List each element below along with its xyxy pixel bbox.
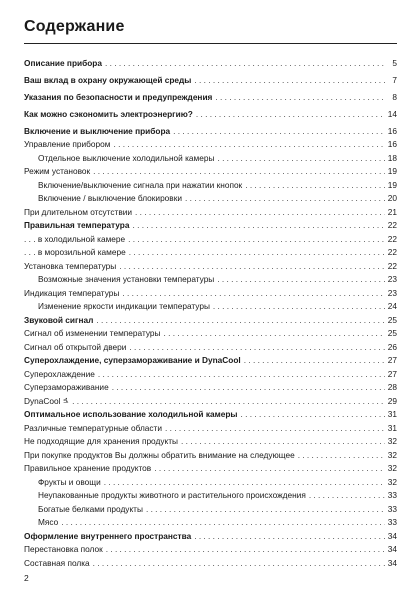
toc-entry-title: Сигнал об изменении температуры [24, 328, 161, 339]
dot-leader [196, 108, 385, 122]
toc-entry-title: Индикация температуры [24, 287, 120, 298]
dot-leader [194, 74, 386, 88]
toc-entry[interactable] [24, 435, 397, 449]
toc-entry[interactable] [24, 449, 397, 463]
toc-entry-page: 32 [387, 476, 397, 487]
toc-entry-title: Установка температуры [24, 260, 117, 271]
dot-leader [72, 395, 385, 409]
toc-entry[interactable] [24, 530, 397, 544]
toc-entry-title: Звуковой сигнал [24, 314, 94, 325]
toc-entry-page: 34 [387, 544, 397, 555]
toc-entry-title: Суперохлаждение, суперзамораживание и DynaCool [24, 355, 241, 366]
toc-entry[interactable] [24, 462, 397, 476]
dot-leader [135, 206, 385, 220]
toc-entry-page: 34 [387, 530, 397, 541]
toc-entry[interactable] [24, 246, 397, 260]
toc-entry[interactable] [24, 287, 397, 301]
toc-entry[interactable] [24, 219, 397, 233]
dot-leader [298, 449, 385, 463]
dot-leader [245, 179, 385, 193]
toc-entry[interactable] [24, 341, 397, 355]
toc-entry[interactable] [24, 206, 397, 220]
dot-leader [93, 557, 385, 571]
page-title: Содержание [24, 18, 125, 35]
toc-entry[interactable] [24, 368, 397, 382]
dot-leader [132, 219, 384, 233]
toc-entry[interactable] [24, 408, 397, 422]
toc-entry[interactable] [24, 476, 397, 490]
dot-leader [93, 165, 385, 179]
toc-entry-page: 31 [387, 409, 397, 420]
toc-entry-title: Оформление внутреннего пространства [24, 530, 192, 541]
toc-entry[interactable] [24, 381, 397, 395]
toc-entry-page: 27 [387, 355, 397, 366]
dot-leader [129, 341, 384, 355]
toc-entry-title: Правильное хранение продуктов [24, 463, 152, 474]
toc-entry-title: При длительном отсутствии [24, 206, 133, 217]
toc-entry-page: 20 [387, 193, 397, 204]
dot-leader [217, 273, 384, 287]
toc-entry-page: 18 [387, 152, 397, 163]
toc-entry[interactable] [24, 273, 397, 287]
toc-entry-page: 16 [387, 125, 397, 136]
toc-entry-title: Описание прибора [24, 58, 102, 68]
dot-leader [215, 91, 386, 105]
dot-leader [122, 287, 384, 301]
toc-entry-page: 25 [387, 314, 397, 325]
toc-entry-title: Не подходящие для хранения продукты [24, 436, 178, 447]
dot-leader [213, 300, 385, 314]
toc-entry-title: Режим установок [24, 166, 91, 177]
toc-entry[interactable] [24, 354, 397, 368]
toc-entry-title: Ваш вклад в охрану окружающей среды [24, 74, 192, 85]
toc-entry[interactable] [24, 300, 397, 314]
toc-entry-page: 27 [387, 368, 397, 379]
toc-entry-title: Перестановка полок [24, 544, 103, 555]
toc-entry-page: 32 [387, 436, 397, 447]
dot-leader [96, 314, 384, 328]
dot-leader [146, 503, 385, 517]
fan-icon [63, 396, 69, 404]
toc-entry-page: 32 [387, 449, 397, 460]
toc-entry-title: Мясо [38, 517, 59, 528]
page-number: 2 [24, 573, 29, 583]
toc-entry-title: Оптимальное использование холодильной камеры [24, 409, 238, 420]
toc-entry[interactable] [24, 260, 397, 274]
dot-leader [217, 152, 384, 166]
dot-leader [309, 489, 385, 503]
toc-entry-page: 16 [387, 139, 397, 150]
toc-entry-page: 19 [387, 179, 397, 190]
dot-leader [104, 476, 385, 490]
toc-entry[interactable] [24, 543, 397, 557]
toc-entry-page: 31 [387, 422, 397, 433]
toc-entry-page: 8 [392, 91, 397, 102]
toc-entry-title: Богатые белками продукты [38, 503, 143, 514]
toc-entry-title: Изменение яркости индикации температуры [38, 301, 210, 312]
dot-leader [98, 368, 385, 382]
dot-leader [241, 408, 385, 422]
dot-leader [165, 422, 385, 436]
toc-entry-title: . . . в холодильной камере [24, 233, 126, 244]
toc-entry[interactable] [24, 314, 397, 328]
toc-entry-page: 34 [387, 557, 397, 568]
toc-entry[interactable] [24, 91, 397, 105]
toc-entry-page: 26 [387, 341, 397, 352]
toc-entry-page: 7 [392, 74, 397, 85]
toc-entry[interactable] [24, 395, 397, 409]
table-of-contents [24, 57, 397, 570]
toc-entry-title: Отдельное выключение холодильной камеры [38, 152, 215, 163]
toc-entry-title: Суперохлаждение [24, 368, 95, 379]
toc-entry-title: Управление прибором [24, 139, 111, 150]
toc-entry[interactable] [24, 422, 397, 436]
toc-entry-title: DynaCool [24, 395, 61, 406]
toc-entry-title: Правильная температура [24, 220, 130, 231]
toc-entry-title: Фрукты и овощи [38, 476, 101, 487]
dot-leader [112, 381, 385, 395]
toc-entry-title: Суперзамораживание [24, 382, 109, 393]
toc-entry-title: Указания по безопасности и предупреждения [24, 91, 213, 102]
toc-entry-page: 32 [387, 463, 397, 474]
dot-leader [119, 260, 385, 274]
toc-entry-page: 29 [387, 395, 397, 406]
dot-leader [129, 246, 385, 260]
toc-entry[interactable] [24, 125, 397, 139]
toc-entry-title: Включение и выключение прибора [24, 125, 171, 136]
dot-leader [61, 516, 385, 530]
toc-entry[interactable] [24, 516, 397, 530]
toc-entry-title: . . . в морозильной камере [24, 247, 126, 258]
toc-entry[interactable] [24, 152, 397, 166]
toc-entry-title: Как можно сэкономить электроэнергию? [24, 108, 193, 119]
toc-entry-title: Возможные значения установки температуры [38, 274, 215, 285]
dot-leader [154, 462, 385, 476]
toc-entry-page: 22 [387, 220, 397, 231]
toc-entry-page: 22 [387, 247, 397, 258]
toc-entry-title: Неупакованные продукты животного и растительного происхождения [38, 490, 306, 501]
toc-entry-page: 25 [387, 328, 397, 339]
toc-entry-page: 21 [387, 206, 397, 217]
dot-leader [128, 233, 385, 247]
toc-entry-page: 33 [387, 490, 397, 501]
toc-entry-page: 28 [387, 382, 397, 393]
toc-entry[interactable] [24, 57, 397, 71]
toc-entry[interactable] [24, 327, 397, 341]
toc-entry-page: 5 [392, 58, 397, 68]
dot-leader [163, 327, 384, 341]
toc-entry[interactable] [24, 489, 397, 503]
dot-leader [194, 530, 385, 544]
toc-entry[interactable] [24, 557, 397, 571]
dot-leader [106, 543, 385, 557]
toc-entry-title: Включение / выключение блокировки [38, 193, 182, 204]
toc-entry[interactable] [24, 165, 397, 179]
toc-entry[interactable] [24, 233, 397, 247]
toc-entry-page: 24 [387, 301, 397, 312]
toc-entry-page: 22 [387, 260, 397, 271]
toc-entry-title: Включение/выключение сигнала при нажатии кнопок [38, 179, 243, 190]
toc-entry[interactable] [24, 138, 397, 152]
toc-entry[interactable] [24, 503, 397, 517]
dot-leader [113, 138, 384, 152]
dot-leader [181, 435, 385, 449]
toc-entry-page: 19 [387, 166, 397, 177]
toc-entry[interactable] [24, 74, 397, 88]
dot-leader [105, 57, 386, 71]
toc-entry-title: Различные температурные области [24, 422, 162, 433]
toc-entry-page: 22 [387, 233, 397, 244]
dot-leader [173, 125, 385, 139]
toc-entry[interactable] [24, 192, 397, 206]
dot-leader [185, 192, 385, 206]
toc-entry-page: 14 [387, 108, 397, 119]
toc-entry-title: Сигнал об открытой двери [24, 341, 127, 352]
toc-entry-page: 33 [387, 517, 397, 528]
toc-entry-page: 23 [387, 287, 397, 298]
dot-leader [244, 354, 385, 368]
toc-entry-title: Составная полка [24, 557, 90, 568]
toc-entry-title: При покупке продуктов Вы должны обратить внимание на следующее [24, 449, 295, 460]
toc-entry[interactable] [24, 179, 397, 193]
toc-entry-page: 33 [387, 503, 397, 514]
toc-entry[interactable] [24, 108, 397, 122]
title-divider [24, 43, 397, 44]
toc-entry-page: 23 [387, 274, 397, 285]
